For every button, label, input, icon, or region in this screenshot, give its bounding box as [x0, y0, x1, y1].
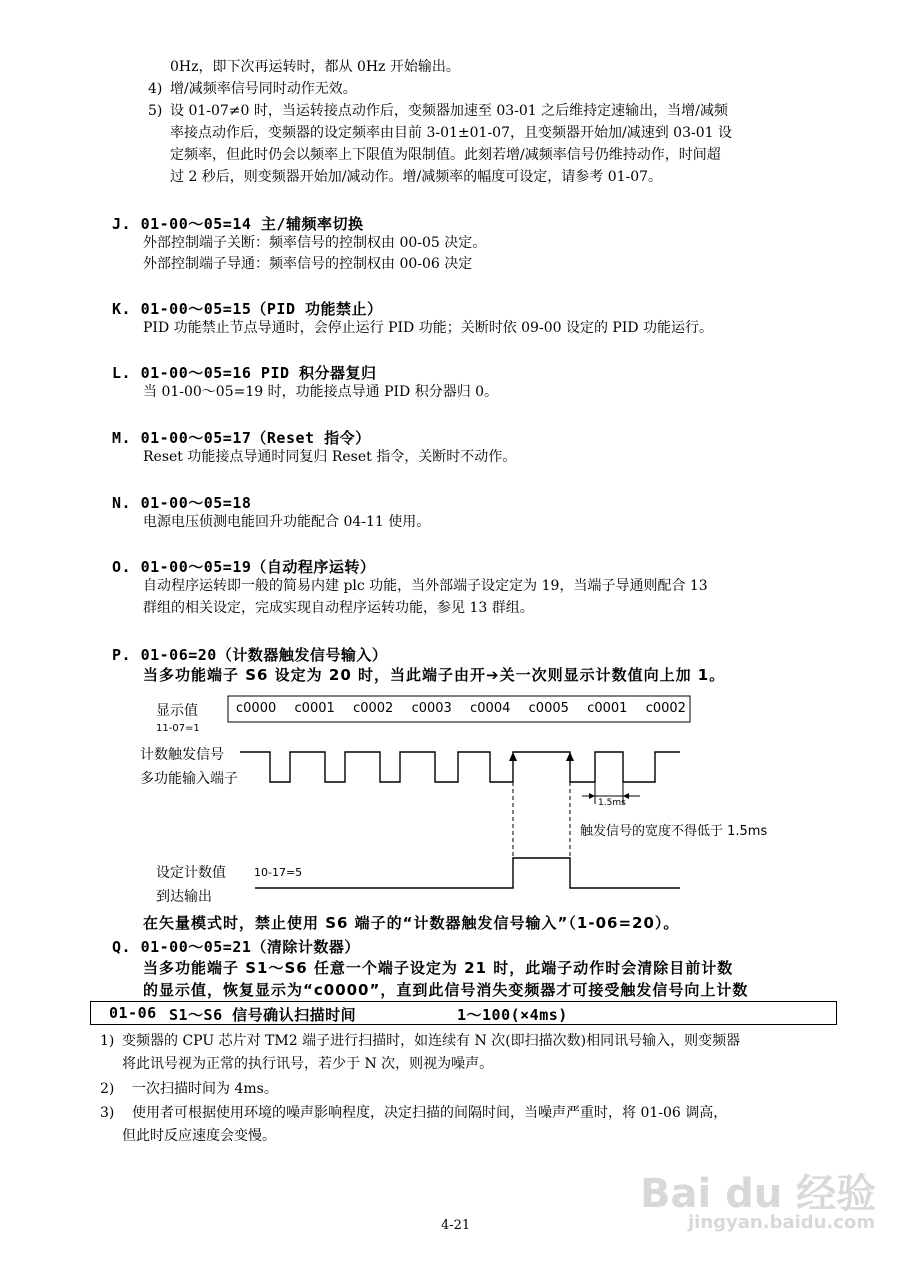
section-o-text: 自动程序运转即一般的简易内建 plc 功能，当外部端子设定定为 19，当端子导通则配合 13	[143, 578, 708, 594]
section-k-text: PID 功能禁止节点导通时，会停止运行 PID 功能；关断时依 09-00 设定的 PID 功能运行。	[143, 320, 714, 336]
count-value: c0000	[236, 701, 277, 716]
note-text: 但此时反应速度会变慢。	[122, 1128, 276, 1144]
count-value: c0001	[587, 701, 628, 716]
section-j-text: 外部控制端子关断：频率信号的控制权由 00-05 决定。	[143, 235, 487, 251]
list-number: 1)	[100, 1033, 115, 1049]
dim-arrow	[589, 793, 595, 799]
count-value: c0005	[528, 701, 569, 716]
section-j-text: 外部控制端子导通：频率信号的控制权由 00-06 决定	[143, 256, 473, 272]
page-number: 4-21	[441, 1218, 471, 1233]
section-p-text: 当多功能端子 S6 设定为 20 时，当此端子由开➔关一次则显示计数值向上加 1。	[143, 666, 726, 684]
intro-line: 0Hz，即下次再运转时，都从 0Hz 开始输出。	[170, 59, 460, 75]
section-n-text: 电源电压侦测电能回升功能配合 04-11 使用。	[143, 514, 431, 530]
list-number: 3)	[100, 1105, 115, 1121]
section-p-heading: P. 01-06=20（计数器触发信号输入）	[112, 646, 388, 664]
watermark-url: jingyan.baidu.com	[688, 1212, 876, 1233]
count-value: c0004	[470, 701, 511, 716]
section-j-heading: J. 01-00～05=14 主/辅频率切换	[112, 215, 364, 233]
param-title: S1～S6 信号确认扫描时间	[169, 1006, 357, 1024]
vector-mode-note: 在矢量模式时，禁止使用 S6 端子的“计数器触发信号输入”（1-06=20）。	[143, 914, 680, 932]
intro-line: 率接点动作后，变频器的设定频率由目前 3-01±01-07，且变频器开始加/减速到 03-01 设	[170, 125, 732, 141]
count-value: c0002	[645, 701, 686, 716]
section-o-heading: O. 01-00～05=19（自动程序运转）	[112, 558, 376, 576]
note-text: 变频器的 CPU 芯片对 TM2 端子进行扫描时，如连续有 N 次(即扫描次数)相同讯号输入，则变频器	[122, 1033, 741, 1049]
pulse-width-note: 触发信号的宽度不得低于 1.5ms	[580, 824, 768, 839]
section-q-text: 当多功能端子 S1～S6 任意一个端子设定为 21 时，此端子动作时会清除目前计数	[143, 959, 734, 977]
section-q-heading: Q. 01-00～05=21（清除计数器）	[112, 938, 360, 956]
trigger-waveform	[240, 752, 680, 782]
pulse-width-label: 1.5ms	[598, 798, 626, 808]
section-k-heading: K. 01-00～05=15（PID 功能禁止）	[112, 300, 383, 318]
section-m-text: Reset 功能接点导通时同复归 Reset 指令，关断时不动作。	[143, 449, 517, 465]
section-m-heading: M. 01-00～05=17（Reset 指令）	[112, 429, 371, 447]
set-count-label: 设定计数值	[156, 865, 226, 881]
parameter-box	[90, 1001, 837, 1025]
param-code: 01-06	[109, 1004, 157, 1022]
display-label: 显示值	[156, 703, 198, 719]
note-text: 将此讯号视为正常的执行讯号，若少于 N 次，则视为噪声。	[122, 1056, 494, 1072]
trigger-label: 多功能输入端子	[140, 771, 238, 787]
param-range: 1～100(×4ms)	[457, 1006, 568, 1024]
section-l-text: 当 01-00～05=19 时，功能接点导通 PID 积分器归 0。	[143, 384, 499, 400]
intro-line: 定频率，但此时仍会以频率上下限值为限制值。此刻若增/减频率信号仍维持动作，时间超	[170, 147, 721, 163]
trigger-label: 计数触发信号	[140, 747, 224, 763]
arrival-waveform	[255, 858, 680, 888]
set-count-param: 10-17=5	[254, 866, 303, 879]
section-q-text: 的显示值，恢复显示为“c0000”，直到此信号消失变频器才可接受触发信号向上计数	[143, 981, 749, 999]
note-text: 一次扫描时间为 4ms。	[132, 1081, 278, 1097]
count-value: c0001	[294, 701, 335, 716]
count-value: c0003	[411, 701, 452, 716]
list-number: 4)	[148, 81, 163, 97]
display-param: 11-07=1	[156, 723, 200, 734]
intro-line: 过 2 秒后，则变频器开始加/减动作。增/减频率的幅度可设定，请参考 01-07。	[170, 169, 663, 185]
count-value: c0002	[353, 701, 394, 716]
list-number: 5)	[148, 103, 163, 119]
arrival-label: 到达输出	[156, 889, 212, 905]
list-number: 2)	[100, 1081, 115, 1097]
counter-timing-diagram	[140, 690, 768, 910]
count-values	[236, 701, 686, 716]
note-text: 使用者可根据使用环境的噪声影响程度，决定扫描的间隔时间，当噪声严重时，将 01-06 调高，	[132, 1105, 728, 1121]
section-l-heading: L. 01-00～05=16 PID 积分器复归	[112, 364, 377, 382]
section-o-text: 群组的相关设定，完成实现自动程序运转功能，参见 13 群组。	[143, 600, 534, 616]
intro-line: 设 01-07≠0 时，当运转接点动作后，变频器加速至 03-01 之后维持定速输出，当增/减频	[170, 103, 728, 119]
intro-line: 增/减频率信号同时动作无效。	[170, 81, 357, 97]
section-n-heading: N. 01-00～05=18	[112, 494, 252, 512]
watermark-brand: Bai du 经验	[640, 1171, 877, 1217]
